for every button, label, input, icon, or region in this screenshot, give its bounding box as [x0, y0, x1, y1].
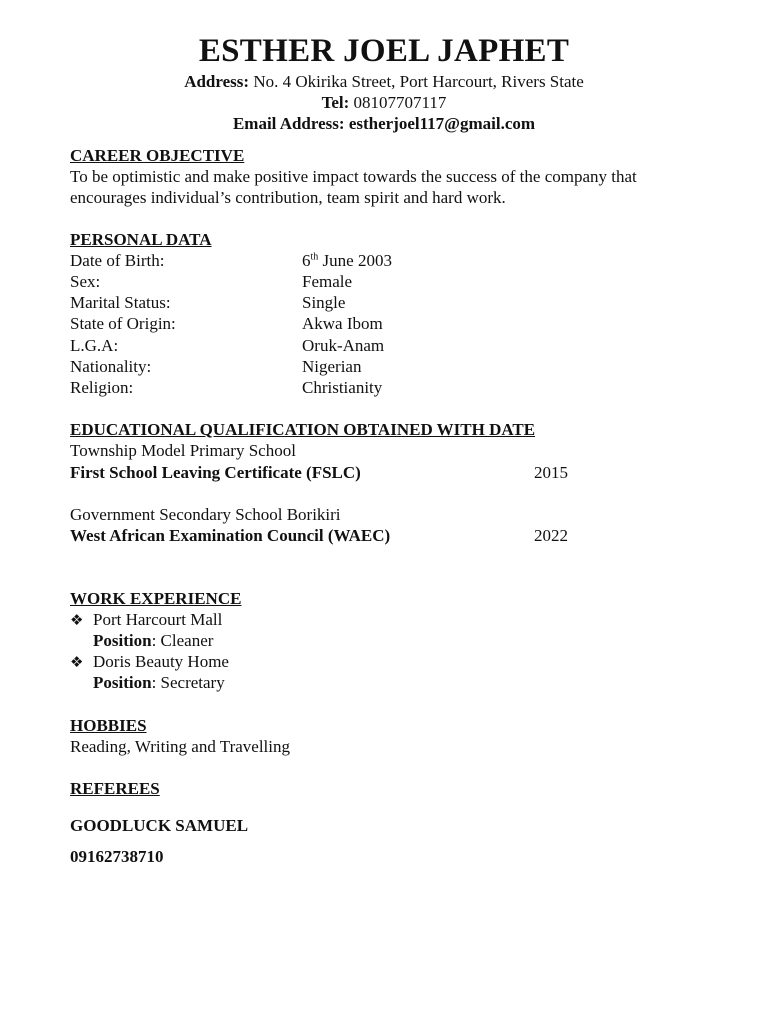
secondary-school-name: Government Secondary School Borikiri — [70, 505, 341, 524]
nationality-value: Nigerian — [302, 357, 362, 376]
career-objective-text: To be optimistic and make positive impact towards the success of the company that encourages individual’s contribution, team spirit and hard work. — [70, 167, 637, 207]
work-position — [93, 672, 225, 693]
email-label: Email Address: — [232, 114, 349, 133]
primary-school-name: Township Model Primary School — [70, 441, 296, 460]
address-label: Address: — [184, 72, 250, 91]
diamond-bullet-icon: ❖ — [70, 653, 84, 671]
address-value: No. 4 Okirika Street, Port Harcourt, Rivers State — [249, 72, 584, 91]
email-line — [0, 113, 768, 134]
state-of-origin-value: Akwa Ibom — [302, 314, 383, 333]
referees-heading: REFEREES — [70, 779, 160, 798]
dob-day: 6 — [302, 251, 311, 270]
career-objective-heading: CAREER OBJECTIVE — [70, 146, 245, 165]
tel-line — [0, 92, 768, 113]
email-value: estherjoel117@gmail.com — [348, 114, 536, 133]
lga-value: Oruk-Anam — [302, 336, 385, 355]
sex-label: Sex: — [70, 272, 101, 291]
marital-status-value: Single — [302, 293, 346, 312]
candidate-name: ESTHER JOEL JAPHET — [198, 33, 570, 69]
work-item — [70, 651, 229, 673]
work-experience-heading: WORK EXPERIENCE — [70, 589, 242, 608]
hobbies-heading: HOBBIES — [70, 716, 147, 735]
religion-value: Christianity — [302, 378, 383, 397]
address-line — [0, 71, 768, 92]
religion-label: Religion: — [70, 378, 134, 397]
tel-label: Tel: — [321, 93, 350, 112]
state-of-origin-label: State of Origin: — [70, 314, 176, 333]
position-value: : Cleaner — [151, 631, 214, 650]
position-label: Position — [93, 673, 152, 692]
work-position — [93, 630, 213, 651]
nationality-label: Nationality: — [70, 357, 152, 376]
dob-label: Date of Birth: — [70, 251, 165, 270]
work-place: Doris Beauty Home — [93, 652, 229, 671]
position-label: Position — [93, 631, 152, 650]
primary-certificate: First School Leaving Certificate (FSLC) — [70, 463, 361, 482]
secondary-certificate: West African Examination Council (WAEC) — [70, 526, 391, 545]
tel-value: 08107707117 — [349, 93, 447, 112]
sex-value: Female — [302, 272, 353, 291]
personal-data-heading: PERSONAL DATA — [70, 230, 212, 249]
dob-rest: June 2003 — [318, 251, 392, 270]
marital-status-label: Marital Status: — [70, 293, 171, 312]
secondary-year: 2022 — [534, 526, 568, 545]
referee-phone: 09162738710 — [70, 847, 164, 866]
dob-suffix: th — [310, 251, 319, 263]
work-place: Port Harcourt Mall — [93, 610, 223, 629]
lga-label: L.G.A: — [70, 336, 119, 355]
diamond-bullet-icon: ❖ — [70, 611, 84, 629]
position-value: : Secretary — [151, 673, 225, 692]
work-item — [70, 609, 222, 631]
hobbies-text: Reading, Writing and Travelling — [70, 737, 290, 756]
referee-name: GOODLUCK SAMUEL — [70, 816, 249, 835]
primary-year: 2015 — [534, 463, 568, 482]
dob-value — [302, 250, 392, 271]
education-heading: EDUCATIONAL QUALIFICATION OBTAINED WITH DATE — [70, 420, 536, 439]
